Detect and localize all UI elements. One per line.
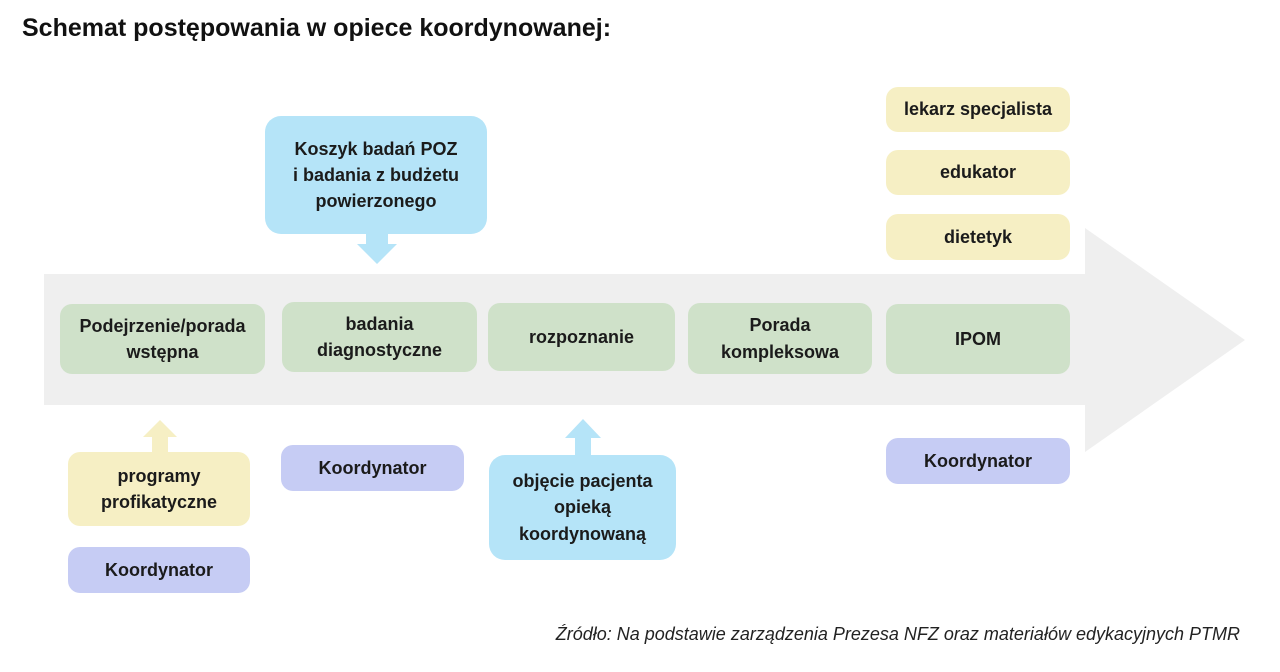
programs-up-arrow bbox=[143, 420, 177, 452]
callout-down-arrow bbox=[357, 234, 397, 264]
diagram-title: Schemat postępowania w opiece koordynowanej: bbox=[22, 14, 612, 42]
step-box: Porada kompleksowa bbox=[688, 303, 872, 374]
specialist-box: dietetyk bbox=[886, 214, 1070, 260]
coordinator-box: Koordynator bbox=[281, 445, 464, 491]
coordination-up-arrow bbox=[565, 419, 601, 455]
specialist-box: lekarz specjalista bbox=[886, 87, 1070, 132]
coordination-box: objęcie pacjenta opieką koordynowaną bbox=[489, 455, 676, 560]
step-box: rozpoznanie bbox=[488, 303, 675, 371]
coordinator-box: Koordynator bbox=[886, 438, 1070, 484]
coordinator-box: Koordynator bbox=[68, 547, 250, 593]
step-box: Podejrzenie/porada wstępna bbox=[60, 304, 265, 374]
programs-box: programy profikatyczne bbox=[68, 452, 250, 526]
step-box: IPOM bbox=[886, 304, 1070, 374]
step-box: badania diagnostyczne bbox=[282, 302, 477, 372]
specialist-box: edukator bbox=[886, 150, 1070, 195]
source-note: Źródło: Na podstawie zarządzenia Prezesa NFZ oraz materiałów edykacyjnych PTMR bbox=[555, 624, 1240, 644]
top-callout-box: Koszyk badań POZ i badania z budżetu powierzonego bbox=[265, 116, 487, 234]
